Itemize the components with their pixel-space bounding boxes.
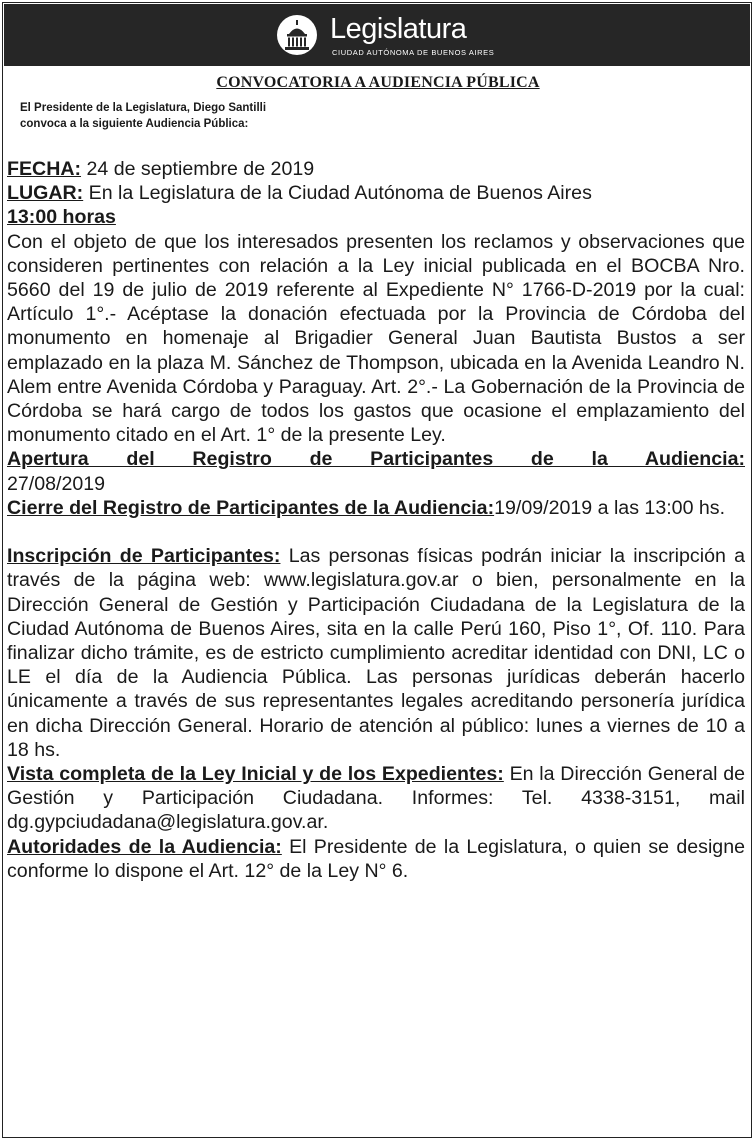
vista-label: Vista completa de la Ley Inicial y de los Expedientes: (7, 763, 504, 786)
notice-title: CONVOCATORIA A AUDIENCIA PÚBLICA (216, 74, 540, 91)
fecha-value: 24 de septiembre de 2019 (81, 158, 315, 180)
cierre-label: Cierre del Registro de Participantes de la Audiencia: (7, 496, 495, 519)
intro-line-1: El Presidente de la Legislatura, Diego Santilli (20, 102, 267, 114)
lugar-paragraph (7, 181, 745, 205)
autoridades-text: El Presidente de la Legislatura, o quien se designe conforme lo dispone el Art. 12° de la Ley N° 6. (7, 835, 745, 882)
inscripcion-text: Las personas físicas podrán iniciar la inscripción a través de la página web: www.legislatura.gov.ar o bien, personalmente en la Dirección General de Gestión y Participación Ciudadana de la Legislatura de la Ciudad Autónoma de Buenos Aires, sita en la calle Perú 160, Piso 1°, Of. 110. Para finalizar dicho trámite, es de estricto cumplimiento acreditar identidad con DNI, LC o LE el día de la Audiencia Pública. Las personas jurídicas deberán hacerlo únicamente a través de sus representantes legales acreditando personería jurídica en dicha Dirección General. Horario de atención al público: lunes a viernes de 10 a 18 hs. (7, 545, 745, 761)
inscripcion-label: Inscripción de Participantes: (7, 545, 281, 568)
brand-subtitle: CIUDAD AUTÓNOMA DE BUENOS AIRES (332, 48, 495, 57)
objeto-paragraph: Con el objeto de que los interesados presenten los reclamos y observaciones que consideren pertinentes con relación a la Ley inicial publicada en el BOCBA Nro. 5660 del 19 de julio de 2019 referente al Expediente N° 1766-D-2019 por la cual: Artículo 1°.- Acéptase la donación efectuada por la Provincia de Córdoba del monumento en homenaje al Brigadier General Juan Bautista Bustos a ser emplazado en la plaza M. Sánchez de Thompson, ubicada en la Avenida Leandro N. Alem entre Avenida Córdoba y Paraguay. Art. 2°.- La Gobernación de la Provincia de Córdoba se hará cargo de todos los gastos que ocasione el emplazamiento del monumento citado en el Art. 1° de la presente Ley. (7, 230, 745, 447)
spacer (7, 520, 745, 544)
inscripcion-paragraph (7, 544, 745, 762)
lugar-value: En la Legislatura de la Ciudad Autónoma de Buenos Aires (83, 182, 592, 205)
vista-paragraph (7, 762, 745, 835)
cierre-value: 19/09/2019 a las 13:00 hs. (494, 496, 726, 519)
apertura-value: 27/08/2019 (7, 472, 106, 495)
fecha-paragraph (7, 157, 745, 181)
header-banner (4, 4, 750, 66)
vista-text: En la Dirección General de Gestión y Participación Ciudadana. Informes: Tel. 4338-3151, mail dg.gypciudadana@legislatura.gov.ar. (7, 763, 745, 834)
intro-line-2: convoca a la siguiente Audiencia Pública: (20, 118, 249, 130)
hora-label: 13:00 horas (7, 206, 116, 229)
cierre-paragraph (7, 496, 745, 520)
autoridades-paragraph (7, 835, 745, 883)
apertura-label-line (7, 447, 745, 471)
apertura-label: Apertura del Registro de Participantes de la Audiencia: (7, 448, 745, 471)
autoridades-label: Autoridades de la Audiencia: (7, 835, 282, 858)
lugar-label: LUGAR: (7, 182, 84, 205)
hora-paragraph (7, 205, 745, 229)
fecha-label: FECHA: (7, 158, 82, 180)
legislature-dome-icon (276, 14, 318, 56)
notice-body (7, 157, 745, 883)
intro-text (20, 100, 520, 132)
brand-name: Legislatura (330, 13, 467, 45)
